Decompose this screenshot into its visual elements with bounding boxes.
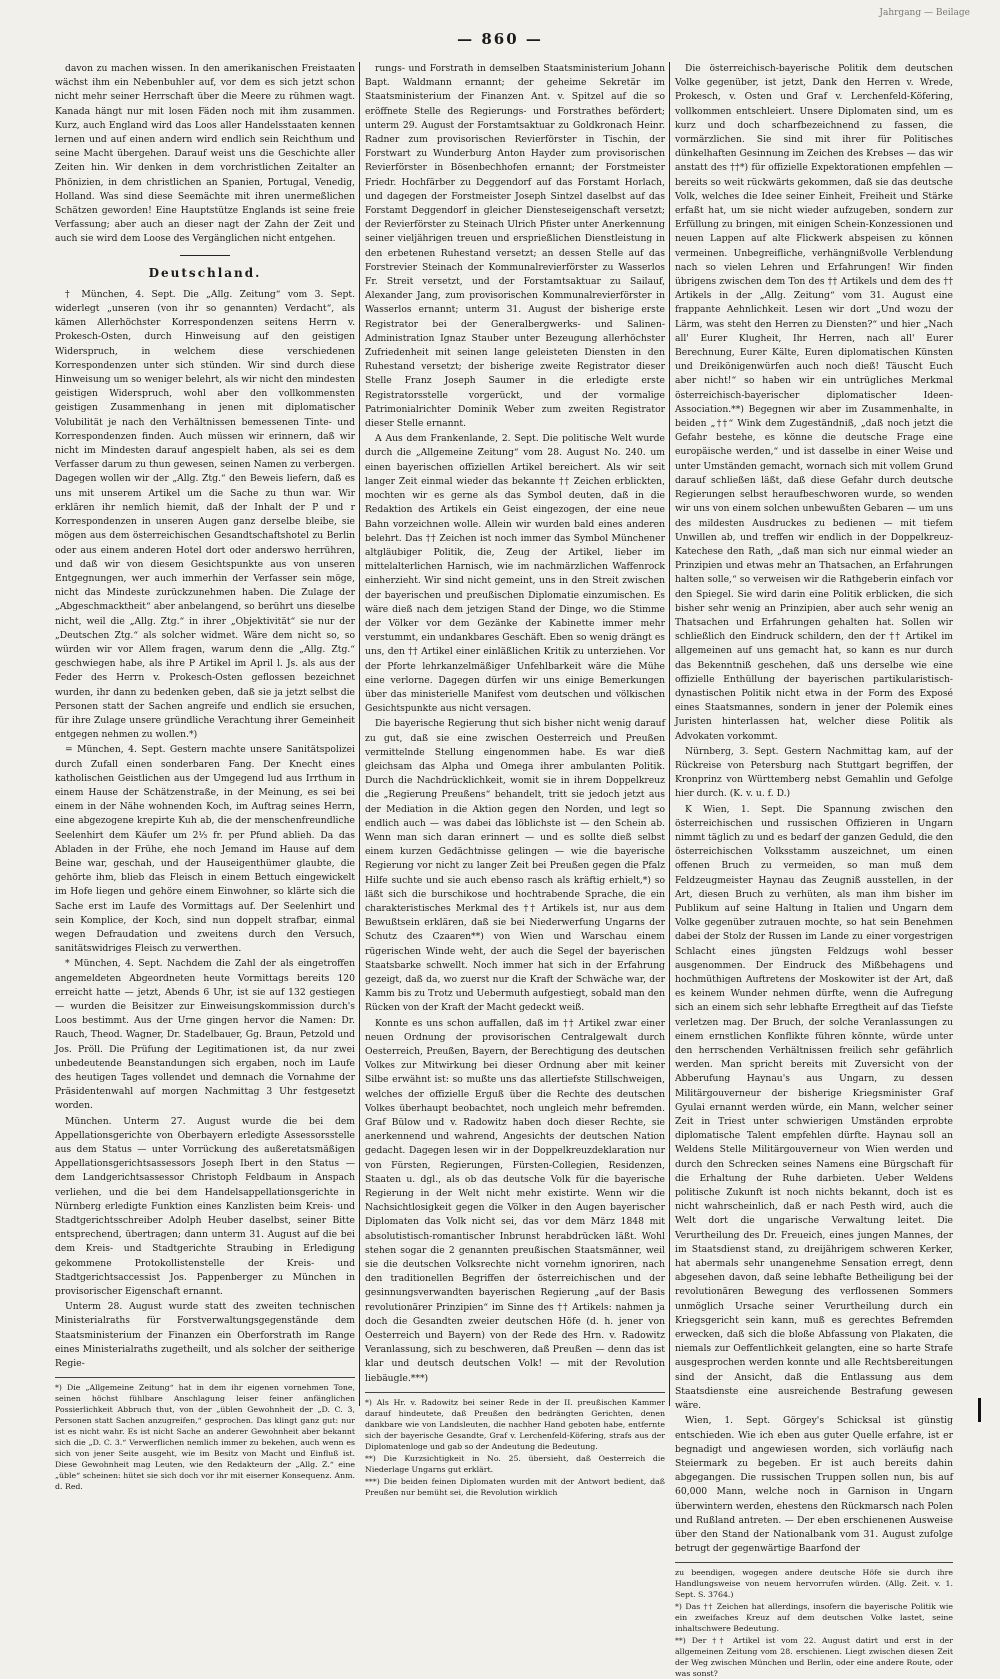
column-1 [55,62,355,1492]
article-paragraph: rungs- und Forstrath in demselben Staatsministerium Johann Bapt. Waldmann ernannt; der geheime Sekretär im Staatsministerium der Finanzen Ant. v. Spitzel auf die so eröffnete Stelle des Regierungs- und Forstrathes befördert; unterm 29. August der Forstamtsaktuar zu Goldkronach Heinr. Radner zum provisorischen Revierförster in Tischin, der Forstwart zu Wunderburg Anton Hayder zum provisorischen Revierförster in Bösenbechhofen ernannt; der Forstmeister Friedr. Hochfärber zu Deggendorf auf das Forstamt Horlach, und dagegen der Forstmeister Joseph Sintzel daselbst auf das Forstamt Deggendorf in gleicher Diensteseigenschaft versetzt; der Revierförster zu Steinach Ulrich Pfister unter Anerkennung seiner vieljährigen treuen und ersprießlichen Dienstleistung in den erbetenen Ruhestand versetzt; an dessen Stelle auf das Forstrevier Steinach der Kommunalrevierförster zu Wasserlos Fr. Streit versetzt, und der Forstamtsaktuar zu Sailauf, Alexander Jang, zum provisorischen Kommunalrevierförster in Wasserlos ernannt; unterm 31. August der bisherige erste Registrator bei der Generalbergwerks- und Salinen-Administration Ignaz Stauber unter Bezeugung allerhöchster Zufriedenheit mit seinen lange geleisteten Diensten in den Ruhestand versetzt; der bisherige zweite Registrator dieser Stelle Franz Joseph Saumer in die erledigte erste Registratorsstelle vorgerückt, und der vormalige Patrimonialrichter Dominik Weber zum zweiten Registrator dieser Stelle ernannt. [365,63,665,430]
faded-header-text: Jahrgang — Beilage [879,8,970,18]
article-paragraph: * München, 4. Sept. Nachdem die Zahl der als eingetroffen angemeldeten Abgeordneten heute Vormittags bereits 120 erreicht hatte — jetzt, Abends 6 Uhr, ist sie auf 132 gestiegen — wurden die Beisitzer zur Einweisungskommission durch's Loos bestimmt. Aus der Urne gingen hervor die Namen: Dr. Rauch, Theod. Wagner, Dr. Stadelbauer, Gg. Braun, Petzold und Jos. Pröll. Die Prüfung der Legitimationen ist, da nur zwei unbedeutende Beanstandungen sich ergaben, noch im Laufe des heutigen Tages vollendet und demnach die Vornahme der Präsidentenwahl auf morgen Nachmittag 3 Uhr festgesetzt worden. [55,958,355,1112]
article-paragraph: Unterm 28. August wurde statt des zweiten technischen Ministerialraths für Forstverwaltungsgegenstände dem Staatsministerium der Finanzen ein Oberforstrath im Range eines Ministerialraths zugetheilt, und als solcher der seitherige Regie- [55,1301,355,1370]
footnote-separator [365,1392,665,1393]
article-paragraph: = München, 4. Sept. Gestern machte unsere Sanitätspolizei durch Zufall einen sonderbaren Fang. Der Knecht eines katholischen Geistlichen aus der Umgegend lud aus Irrthum in einem Hause der Schätzenstraße, in der Meinung, es sei bei einem in der Nähe wohnenden Koch, im Auftrag seines Herrn, eine abgezogene krepirte Kuh ab, die der menschenfreundliche Seelenhirt dem Käufer um 2⅓ fr. per Pfund ablieh. Da das Abladen in der Frühe, ehe noch Jemand im Hause auf dem Beine war, geschah, und der Hauseigenthümer glaubte, die gehörte ihm, blieb das Fleisch in einem Bettuch eingewickelt im Hofe liegen und gehöre einem Einwohner, so klärte sich die Sache erst im Laufe des Vormittags auf. Der Seelenhirt und sein Komplice, der Koch, sind nun doppelt strafbar, einmal wegen Defraudation und zweitens durch den Versuch, sanitätswidriges Fleisch zu verwerthen. [55,744,355,955]
article-paragraph: Konnte es uns schon auffallen, daß im †† Artikel zwar einer neuen Ordnung der provisorischen Centralgewalt durch Oesterreich, Preußen, Bayern, der Berechtigung des deutschen Volkes zur Mitwirkung bei dieser Ordnung aber mit keiner Silbe erwähnt ist: so mußte uns das allertiefste Stillschweigen, welches der offizielle Erguß über die Rechte des deutschen Volkes überhaupt beobachtet, noch ungleich mehr befremden. Graf Bülow und v. Radowitz haben doch dieser Rechte, sie anerkennend und wahrend, Angesichts der deutschen Nation gedacht. Dagegen lesen wir in der Doppelkreuzdeklaration nur von Fürsten, Regierungen, Fürsten-Collegien, Residenzen, Staaten u. dgl., als ob das deutsche Volk für die bayerische Regierung in der Welt nicht mehr existirte. Wenn wir die Nachsichtlosigkeit gegen die Völker in den Augen bayerischer Diplomaten das Volk nicht sei, das vor dem März 1848 mit absolutistisch-romantischer Inbrunst herabdrücken läßt. Wohl stehen sogar die 2 genannten preußischen Staatsmänner, weil sie die deutschen Volksrechte nicht vornehm ignoriren, nach den traditionellen Begriffen der österreichischen und der gesinnungsverwandten bayerischen Regierung „auf der Basis revolutionärer Prinzipien“ im Sinne des †† Artikels: nahmen ja doch die Gesandten zweier deutschen Höfe (d. h. jener von Oesterreich und Bayern) von der Rede des Hrn. v. Radowitz Veranlassung, sich zu beschweren, daß Preußen — denn das ist klar und deutsch deutschen Volk! — mit der Revolution liebäugle.***) [365,1017,665,1384]
footnote: **) Der †† Artikel ist vom 22. August datirt und erst in der allgemeinen Zeitung vom 28. erschienen. Liegt zwischen diesen Zeit der Weg zwischen München und Berlin, oder eine andere Route, oder was sonst? [675,1636,953,1679]
article-paragraph: München. Unterm 27. August wurde die bei dem Appellationsgerichte von Oberbayern erledigte Assessorsstelle aus dem Status — unter Vorrückung des außeretatsmäßigen Appellationsgerichtsassessors Joseph Ibert in den Status — dem Landgerichtsassessor Christoph Feldbaum in Anspach verliehen, und die bei dem Handelsappellationsgerichte in Nürnberg erledigte Funktion eines Kanzlisten beim Kreis- und Stadtgerichtsschreiber Adolph Heuber daselbst, seiner Bitte entsprechend, übertragen; dann unterm 31. August auf die bei dem Kreis- und Stadtgerichte Straubing in Erledigung gekommene Protokollistenstelle der Kreis- und Stadtgerichtsaccessist Jos. Pappenberger zu München in provisorischer Eigenschaft ernannt. [55,1115,355,1298]
footnote: ***) Die beiden feinen Diplomaten wurden mit der Antwort bedient, daß Preußen nur bemüht sei, die Revolution wirklich [365,1476,665,1497]
section-separator [180,255,230,256]
column-2 [365,62,665,1497]
column-3 [675,62,953,1679]
footnote: *) Das †† Zeichen hat allerdings, insofern die bayerische Politik wie ein zweifaches Kreuz auf dem deutschen Volke lastet, seine inhaltschwere Bedeutung. [675,1602,953,1634]
footnote-separator [55,1377,355,1378]
article-paragraph: Die österreichisch-bayerische Politik dem deutschen Volke gegenüber, ist jetzt, Dank den Herren v. Wrede, Prokesch, v. Osten und Graf v. Lerchenfeld-Köfering, vollkommen entschleiert. Unsere Diplomaten sind, um es kurz und doch scharfbezeichnend zu fassen, die vormärzlichen. Sie sind mit ihrer für Politisches dünkelhaften Gesinnung im Zeichen des Krebses — das wir anstatt des ††*) für offizielle Expektorationen empfehlen — bereits so weit rückwärts gekommen, daß sie das deutsche Volk, welches die Idee seiner Einheit, Freiheit und Stärke erfaßt hat, um sie nicht wieder aufzugeben, sondern zur Erfüllung zu bringen, mit einigen Schein-Konzessionen und neuen Lappen auf alte Flickwerk abspeisen zu können vermeinen. Unbegreifliche, verhängnißvolle Verblendung nach so vielen Lehren und Erfahrungen! Wir finden übrigens zwischen dem Ton des †† Artikels und dem des †† Artikels in der „Allg. Zeitung“ vom 31. August eine frappante Aehnlichkeit. Lesen wir dort „Und wozu der Lärm, was steht den Herren zu Diensten?“ und hier „Nach all' Eurer Klugheit, Ihr Herren, nach all' Eurer Berechnung, Eurer Kälte, Euren diplomatischen Künsten und Dreikönigenwürfen auch noch dieß! Täuscht Euch aber nicht!“ so haben wir ein untrügliches Merkmal österreichisch-bayerischer diplomatischer Ideen-Association.**) Begegnen wir aber im Zusammenhalte, in beiden „††“ Wink dem Zugeständniß, „daß noch jetzt die Gefahr bestehe, es könne die deutsche Frage eine europäische werden,“ und ist dasselbe in einer Weise und unter Umständen gemacht, wornach sich mit vollem Grund darauf schließen läßt, daß diese Gefahr durch deutsche Regierungen selbst heraufbeschworen wurde, so wenden wir uns von einem solchen unbewußten Gebaren — um uns des mildesten Ausdruckes zu bedienen — mit tiefem Unwillen ab, und treffen wir endlich in der Doppelkreuz-Katechese den Rath, „daß man sich nur einmal wieder an Prinzipien und etwas mehr an Thatsachen, an Erfahrungen halten solle,“ so verweisen wir die Rathgeberin einfach vor den Spiegel. Sie wird darin eine Politik erblicken, die sich bisher sehr wenig an Prinzipien, aber auch sehr wenig an Thatsachen und Erfahrungen gehalten hat. Sollen wir schließlich den Eindruck schildern, den der †† Artikel im allgemeinen auf uns gemacht hat, so kann es nur durch das Bekenntniß geschehen, daß uns derselbe wie eine offizielle Enthüllung der bayerischen partikularistisch-dynastischen Politik nicht etwa in der Form des Exposé eines Staatsmannes, sondern in jener der Polemik eines Juristen hinterlassen hat, welcher diese Politik als Advokaten vorkommt. [675,63,953,742]
footnote: *) Die „Allgemeine Zeitung“ hat in dem ihr eigenen vornehmen Tone, seinen höchst fühlbare Anschlagung leiser feiner anfänglichen Possierlichkeit Abbruch thut, von der „üblen Gewohnheit der „D. C. 3, Personen statt Sachen anzugreifen,“ gesprochen. Das klingt ganz gut: nur ist es nicht wahr. Es ist nicht Sache an anderer Gewohnheit aber bekannt sich die „D. C. 3.“ Verwerflichen nemlich immer zu bekehen, auch wenn es sich von jener Seite ausgeht, wie im Besitz von Macht und Einfluß ist. Diese Gewohnheit mag Leuten, wie den Redakteurn der „Allg. Z.“ eine „üble“ scheinen: hütet sie sich doch vor ihr mit eiserner Konsequenz. Anm. d. Red. [55,1383,355,1492]
article-paragraph: K Wien, 1. Sept. Die Spannung zwischen den österreichischen und russischen Offizieren in Ungarn nimmt täglich zu und es bedarf der ganzen Geduld, die den österreichischen Volksstamm auszeichnet, um einen offenen Bruch zu vermeiden, so man muß dem Feldzeugmeister Haynau das Zeugniß ausstellen, in der Art, diesen Bruch zu verhüten, als man ihm bisher im Publikum auf seine Haltung in Italien und Ungarn dem Volke gegenüber zutrauen mochte, so hat sein Benehmen dabei der Stolz der Russen im Lande zu einer vorgestrigen Schlacht eines jüngsten Feldzugs wohl besser ausgenommen. Der Eindruck des Mißbehagens und hochmüthigen Auftretens der Moskowiter ist der Art, daß es keinem Wunder nehmen dürfte, wenn die Aufregung sich an einem sich sehr lebhafte Erregtheit auf das Tiefste verletzen mag. Der Bruch, der solche Veranlassungen zu einem ernstlichen Konflikte führen könnte, würde unter den herrschenden Verhältnissen freilich sehr gefährlich werden. Man spricht bereits mit Zuversicht von der Abberufung Haynau's aus Ungarn, zu dessen Militärgouverneur der bisherige Kriegsminister Graf Gyulai ernannt werden würde, ein Mann, welcher seiner Zeit in Triest unter schwierigen Umständen erprobte diplomatische Talent empfehlen dürfte. Haynau soll an Weldens Stelle Militärgouverneur von Wien werden und durch den Schrecken seines Namens eine Bürgschaft für die Erhaltung der Ruhe darbieten. Ueber Weldens politische Zukunft ist noch nichts bekannt, doch ist es nicht wahrscheinlich, daß er nach Pesth wird, auch die Welt dort die ungarische Verwaltung leitet. Die Verurtheilung des Dr. Freueich, eines jungen Mannes, der im Staatsdienst stand, zu dreijährigem schweren Kerker, hat abermals sehr unangenehme Sensation erregt, denn abgesehen davon, daß seine lebhafte Betheiligung bei der revolutionären Bewegung des verflossenen Sommers unmöglich Ursache seiner Verurtheilung durch ein Kriegsgericht sein kann, muß es gerechtes Befremden erwecken, daß sich die bloße Abfassung von Plakaten, die niemals zur Oeffentlichkeit gelangten, eine so harte Strafe ausgesprochen werden konnte und alle Rechtsbereitungen sind der Ansicht, daß die Entlassung aus dem Staatsdienste eine ausreichende Bestrafung gewesen wäre. [675,803,953,1412]
edge-mark [978,1398,981,1422]
article-paragraph: Nürnberg, 3. Sept. Gestern Nachmittag kam, auf der Rückreise von Petersburg nach Stuttgart begriffen, der Kronprinz von Württemberg nebst Gemahlin und Gefolge hier durch. (K. v. u. f. D.) [675,745,953,800]
article-paragraph: davon zu machen wissen. In den amerikanischen Freistaaten wächst ihm ein Nebenbuhler auf, vor dem es sich jetzt schon nicht mehr seiner Herrschaft über die Meere zu rühmen wagt. Kanada hängt nur mit losen Fäden noch mit ihm zusammen. Kurz, auch England wird das Loos aller Handelsstaaten kennen lernen und auf einen andern wird endlich sein Reichthum und seine Macht übergehen. Darauf weist uns die Geschichte aller Zeiten hin. Wir denken in dem vorchristlichen Zeitalter an Phönizien, in dem christlichen an Spanien, Portugal, Venedig, Holland. Was sind diese Seemächte mit ihren unermeßlichen Schätzen geworden! Eine Hauptstütze Englands ist seine freie Verfassung; aber auch an dieser nagt der Zahn der Zeit und auch sie wird dem Loose des Vergänglichen nicht entgehen. [55,63,355,245]
footnote-separator [675,1562,953,1563]
column-divider [359,62,360,1406]
article-paragraph: Die bayerische Regierung thut sich bisher nicht wenig darauf zu gut, daß sie eine zwischen Oesterreich und Preußen vermittelnde Stellung eingenommen habe. Es war dieß gleichsam das Alpha und Omega ihrer ambulanten Politik. Durch die Nachdrücklichkeit, womit sie in ihrem Doppelkreuz die „Regierung Preußens“ behandelt, tritt sie jedoch jetzt aus der Mediation in die Aktion gegen den Norden, und legt so endlich auch — was dabei das löblichste ist — den Schein ab. Wenn man sich daran erinnert — und es sollte dieß selbst einem kurzen Gedächtnisse gelingen — wie die bayerische Regierung vor nicht zu langer Zeit bei Preußen gegen die Pfalz Hilfe suchte und sie auch ebenso rasch als kräftig erhielt,*) so läßt sich die burschikose und hochtrabende Sprache, die ein charakteristisches Merkmal des †† Artikels ist, nur aus dem Bewußtsein erklären, daß sie bei Niederwerfung Ungarns der Schutz des Czaaren**) von Wien und Warschau einem rügerischen Winde weht, der auch die Segel der bayerischen Staatsbarke schwellt. Noch immer hat sich in der Erfahrung gezeigt, daß da, wo zuerst nur die Kraft der Schwäche war, der Kamm bis zu Trotz und Uebermuth aufgestiegt, sobald man den Rücken von der Kraft der Macht gedeckt weiß. [365,718,665,1014]
footnote: zu beendigen, wogegen andere deutsche Höfe sie durch ihre Handlungsweise von neuem hervorrufen würden. (Allg. Zeit. v. 1. Sept. S. 3764.) [675,1568,953,1600]
footnote: *) Als Hr. v. Radowitz bei seiner Rede in der II. preußischen Kammer darauf hindeutete, daß Preußen den bedrängten Gerichten, denen dankbare wie von Landsleuten, die nachher Hand geboten habe, entfernte sich der bayerische Gesandte, Graf v. Lerchenfeld-Köfering, strafs aus der Diplomatenloge und gab so der Andeutung die Bedeutung. [365,1397,665,1451]
article-paragraph: Wien, 1. Sept. Görgey's Schicksal ist günstig entschieden. Wie ich eben aus guter Quelle erfahre, ist er begnadigt und angewiesen worden, sich vorläufig nach Steiermark zu begeben. Er ist auch bereits dahin abgegangen. Die russischen Truppen sollen nun, bis auf 60,000 Mann, welche noch in Garnison in Ungarn überwintern werden, ehestens den Rückmarsch nach Polen und Rußland antreten. — Der eben erschienenen Ausweise über den Stand der Nationalbank vom 31. August zufolge betrugt der gegenwärtige Baarfond der [675,1415,953,1555]
page-number: — 860 — [457,30,543,48]
article-paragraph: A Aus dem Frankenlande, 2. Sept. Die politische Welt wurde durch die „Allgemeine Zeitung“ vom 28. August No. 240. um einen bayerischen offiziellen Artikel bereichert. Als wir seit langer Zeit einmal wieder das bekannte †† Zeichen erblickten, mochten wir es gerne als das Symbol deuten, daß in die Redaktion des Artikels ein Geist eingezogen, der eine neue Bahn vorzeichnen wolle. Allein wir wurden bald eines anderen belehrt. Das †† Zeichen ist noch immer das Symbol Münchener altgläubiger Politik, die, Zeug der Artikel, lieber im mittelalterlichen Harnisch, wie im nachmärzlichen Waffenrock einherzieht. Wir sind nicht gemeint, uns in den Streit zwischen der bayerischen und preußischen Diplomatie einzumischen. Es wäre dieß nach dem jetzigen Stand der Dinge, wo die Stimme der Völker vor dem Gezänke der Kabinette immer mehr verstummt, ein undankbares Geschäft. Eben so wenig drängt es uns, den †† Artikel einer einläßlichen Kritik zu unterziehen. Vor der Pforte lehrkanzelmäßiger Unfehlbarkeit wäre die Mühe eine verlorne. Dagegen dürfen wir uns einige Bemerkungen über das ministerielle Manifest vom deutschen und völkischen Gesichtspunkte aus nicht versagen. [365,433,665,715]
section-heading-deutschland: Deutschland. [148,265,262,280]
article-paragraph: † München, 4. Sept. Die „Allg. Zeitung“ vom 3. Sept. widerlegt „unseren (von ihr so genannten) Verdacht“, als kämen Allerhöchster Korrespondenzen seitens Herrn v. Prokesch-Osten, durch Hinweisung auf den geistigen Widerspruch, in welchem diese verschiedenen Korrespondenzen unter sich stünden. Wir sind durch diese Hinweisung um so weniger belehrt, als wir nicht den mindesten geistigen Widerspruch, wohl aber den vollkommensten geistigen Zusammenhang in jenen mit diplomatischer Volubilität je nach den Verhältnissen bemessenen Tinte- und Korrespondenzen finden. Auch müssen wir erinnern, daß wir nicht im Mindesten darauf angespielt haben, als sei es dem Verfasser darum zu thun gewesen, seinen Namen zu verbergen. Dagegen wollen wir der „Allg. Ztg.“ den Beweis liefern, daß es uns mit unserem Artikel um die Sache zu thun war. Wir erklären ihr nemlich hiemit, daß der Inhalt der P und r Korrespondenzen in unseren Augen ganz derselbe bleibe, sie mögen aus dem österreichischen Gesandtschaftshotel zu Berlin oder aus einem anderen Hotel dort oder anderswo herrühren, und daß wir von diesem Gesichtspunkte aus von unseren Entgegnungen, wer auch immerhin der Verfasser sein möge, nicht das Mindeste zurückzunehmen haben. Die Zulage der „Abgeschmacktheit“ aber anbelangend, so berührt uns dieselbe nicht, weil die „Allg. Ztg.“ in ihrer „Objektivität“ sie nur der „Deutschen Ztg.“ als solcher widmet. Wäre dem nicht so, so würden wir vor Allem fragen, warum denn die „Allg. Ztg.“ geschwiegen habe, als ihre P Artikel im April l. Js. als aus der Feder des Herrn v. Prokesch-Osten geflossen bezeichnet wurden, ihr dann zu bedenken geben, daß sie ja jetzt selbst die Personen statt der Sachen angreife und endlich sie ersuchen, für ihre Zulage unsere gründliche Verachtung ihrer Gemeinheit entgegen nehmen zu wollen.*) [55,288,355,741]
column-divider [669,62,670,1406]
footnote: **) Die Kurzsichtigkeit in No. 25. übersieht, daß Oesterreich die Niederlage Ungarns gut erklärt. [365,1453,665,1474]
